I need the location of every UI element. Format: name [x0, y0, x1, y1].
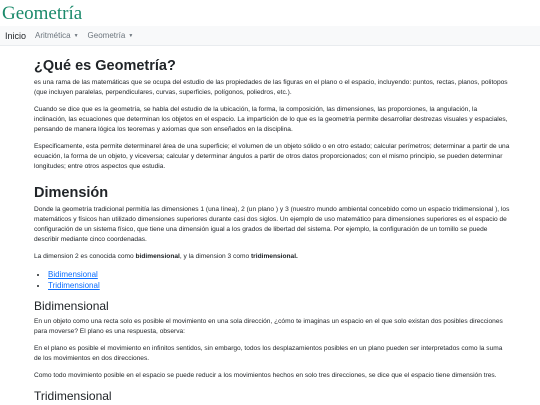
- link-bidimensional[interactable]: Bidimensional: [48, 270, 98, 279]
- paragraph-dimension-note: [34, 252, 510, 262]
- text-span: La dimension 2 es conocida como: [34, 253, 136, 260]
- paragraph: En el plano es posible el movimiento en infinitos sentidos, sin embargo, todos los desplazamientos posibles en un plano pueden ser interpretados como la suma de los movimientos en dos direcciones.: [34, 345, 503, 362]
- paragraph: En un objeto como una recta solo es posible el movimiento en una sola dirección, ¿cómo te imaginas un espacio en el que solo existan dos posibles direcciones para moverse? El plano es una respuesta, observa:: [34, 318, 503, 335]
- heading-tridimensional: Tridimensional: [34, 389, 112, 403]
- paragraph: Especificamente, esta permite determinarel área de una superficie; el volumen de un objeto sólido o en otro estado; calcular perímetros; determinar a partir de una ecuación, la forma de un objeto, y viceversa; calcular y determinar ángulos a partir de otros datos proporcionados; con el mismo principio, se pueden determinar longitudes; entre otros aspectos que estudia.: [34, 143, 510, 170]
- site-brand[interactable]: Geometría: [2, 3, 83, 24]
- paragraph: Como todo movimiento posible en el espacio se puede reducir a los movimientos hechos en solo tres direcciones, se dice que el espacio tiene dimensión tres.: [34, 372, 497, 379]
- nav-dropdown-geometria[interactable]: [88, 31, 134, 40]
- nav-dropdown-label: Geometría: [87, 31, 126, 40]
- heading-bidimensional: Bidimensional: [34, 299, 109, 313]
- nav-dropdown-label: Aritmética: [35, 31, 71, 40]
- caret-down-icon: ▼: [128, 33, 134, 39]
- heading-dimension: Dimensión: [34, 185, 109, 201]
- dimension-links-list: [34, 269, 510, 291]
- nav-home-link[interactable]: Inicio: [5, 30, 27, 41]
- list-item: [48, 280, 510, 291]
- bold-term-bidimensional: bidimensional: [135, 253, 180, 260]
- link-tridimensional[interactable]: Tridimensional: [48, 281, 100, 290]
- bold-term-tridimensional: tridimensional.: [250, 253, 298, 260]
- text-span: , y la dimension 3 como: [179, 253, 251, 260]
- list-item: [48, 269, 510, 280]
- heading-que-es-geometria: ¿Qué es Geometría?: [34, 58, 176, 74]
- paragraph: es una rama de las matemáticas que se ocupa del estudio de las propiedades de las figuras en el plano o el espacio, incluyendo: puntos, rectas, planos, politopos (que incluyen paralelas, perpendiculares, curvas, superficies, polígonos, poliedros, etc.).: [34, 79, 508, 96]
- top-navbar: [0, 26, 540, 46]
- paragraph: Donde la geometría tradicional permitía las dimensiones 1 (una línea), 2 (un plano ) y 3 (nuestro mundo ambiental concebido como un espacio tridimensional ), los matemáticos y físicos han utilizado dimensiones superiores durante casi dos siglos. Un ejemplo de uso matemático para dimensiones superiores es el espacio de configuración de un sistema físico, que tiene una dimensión igual a los grados de libertad del sistema. Por ejemplo, la configuración de un tornillo se puede describir mediante cinco coordenadas.: [34, 206, 510, 243]
- nav-dropdown-aritmetica[interactable]: [35, 31, 79, 40]
- paragraph: Cuando se dice que es la geometría, se habla del estudio de la ubicación, la forma, la composición, las dimensiones, las proporciones, la angulación, la inclinación, las ecuaciones que determinan los objetos en el espacio. La impartición de lo que es la geometría permite desarrollar destrezas visuales y espaciales, pensando de manera lógica los teoremas y axiomas que son enseñados en la disciplina.: [34, 106, 508, 133]
- main-content: [0, 58, 510, 403]
- caret-down-icon: ▼: [73, 33, 79, 39]
